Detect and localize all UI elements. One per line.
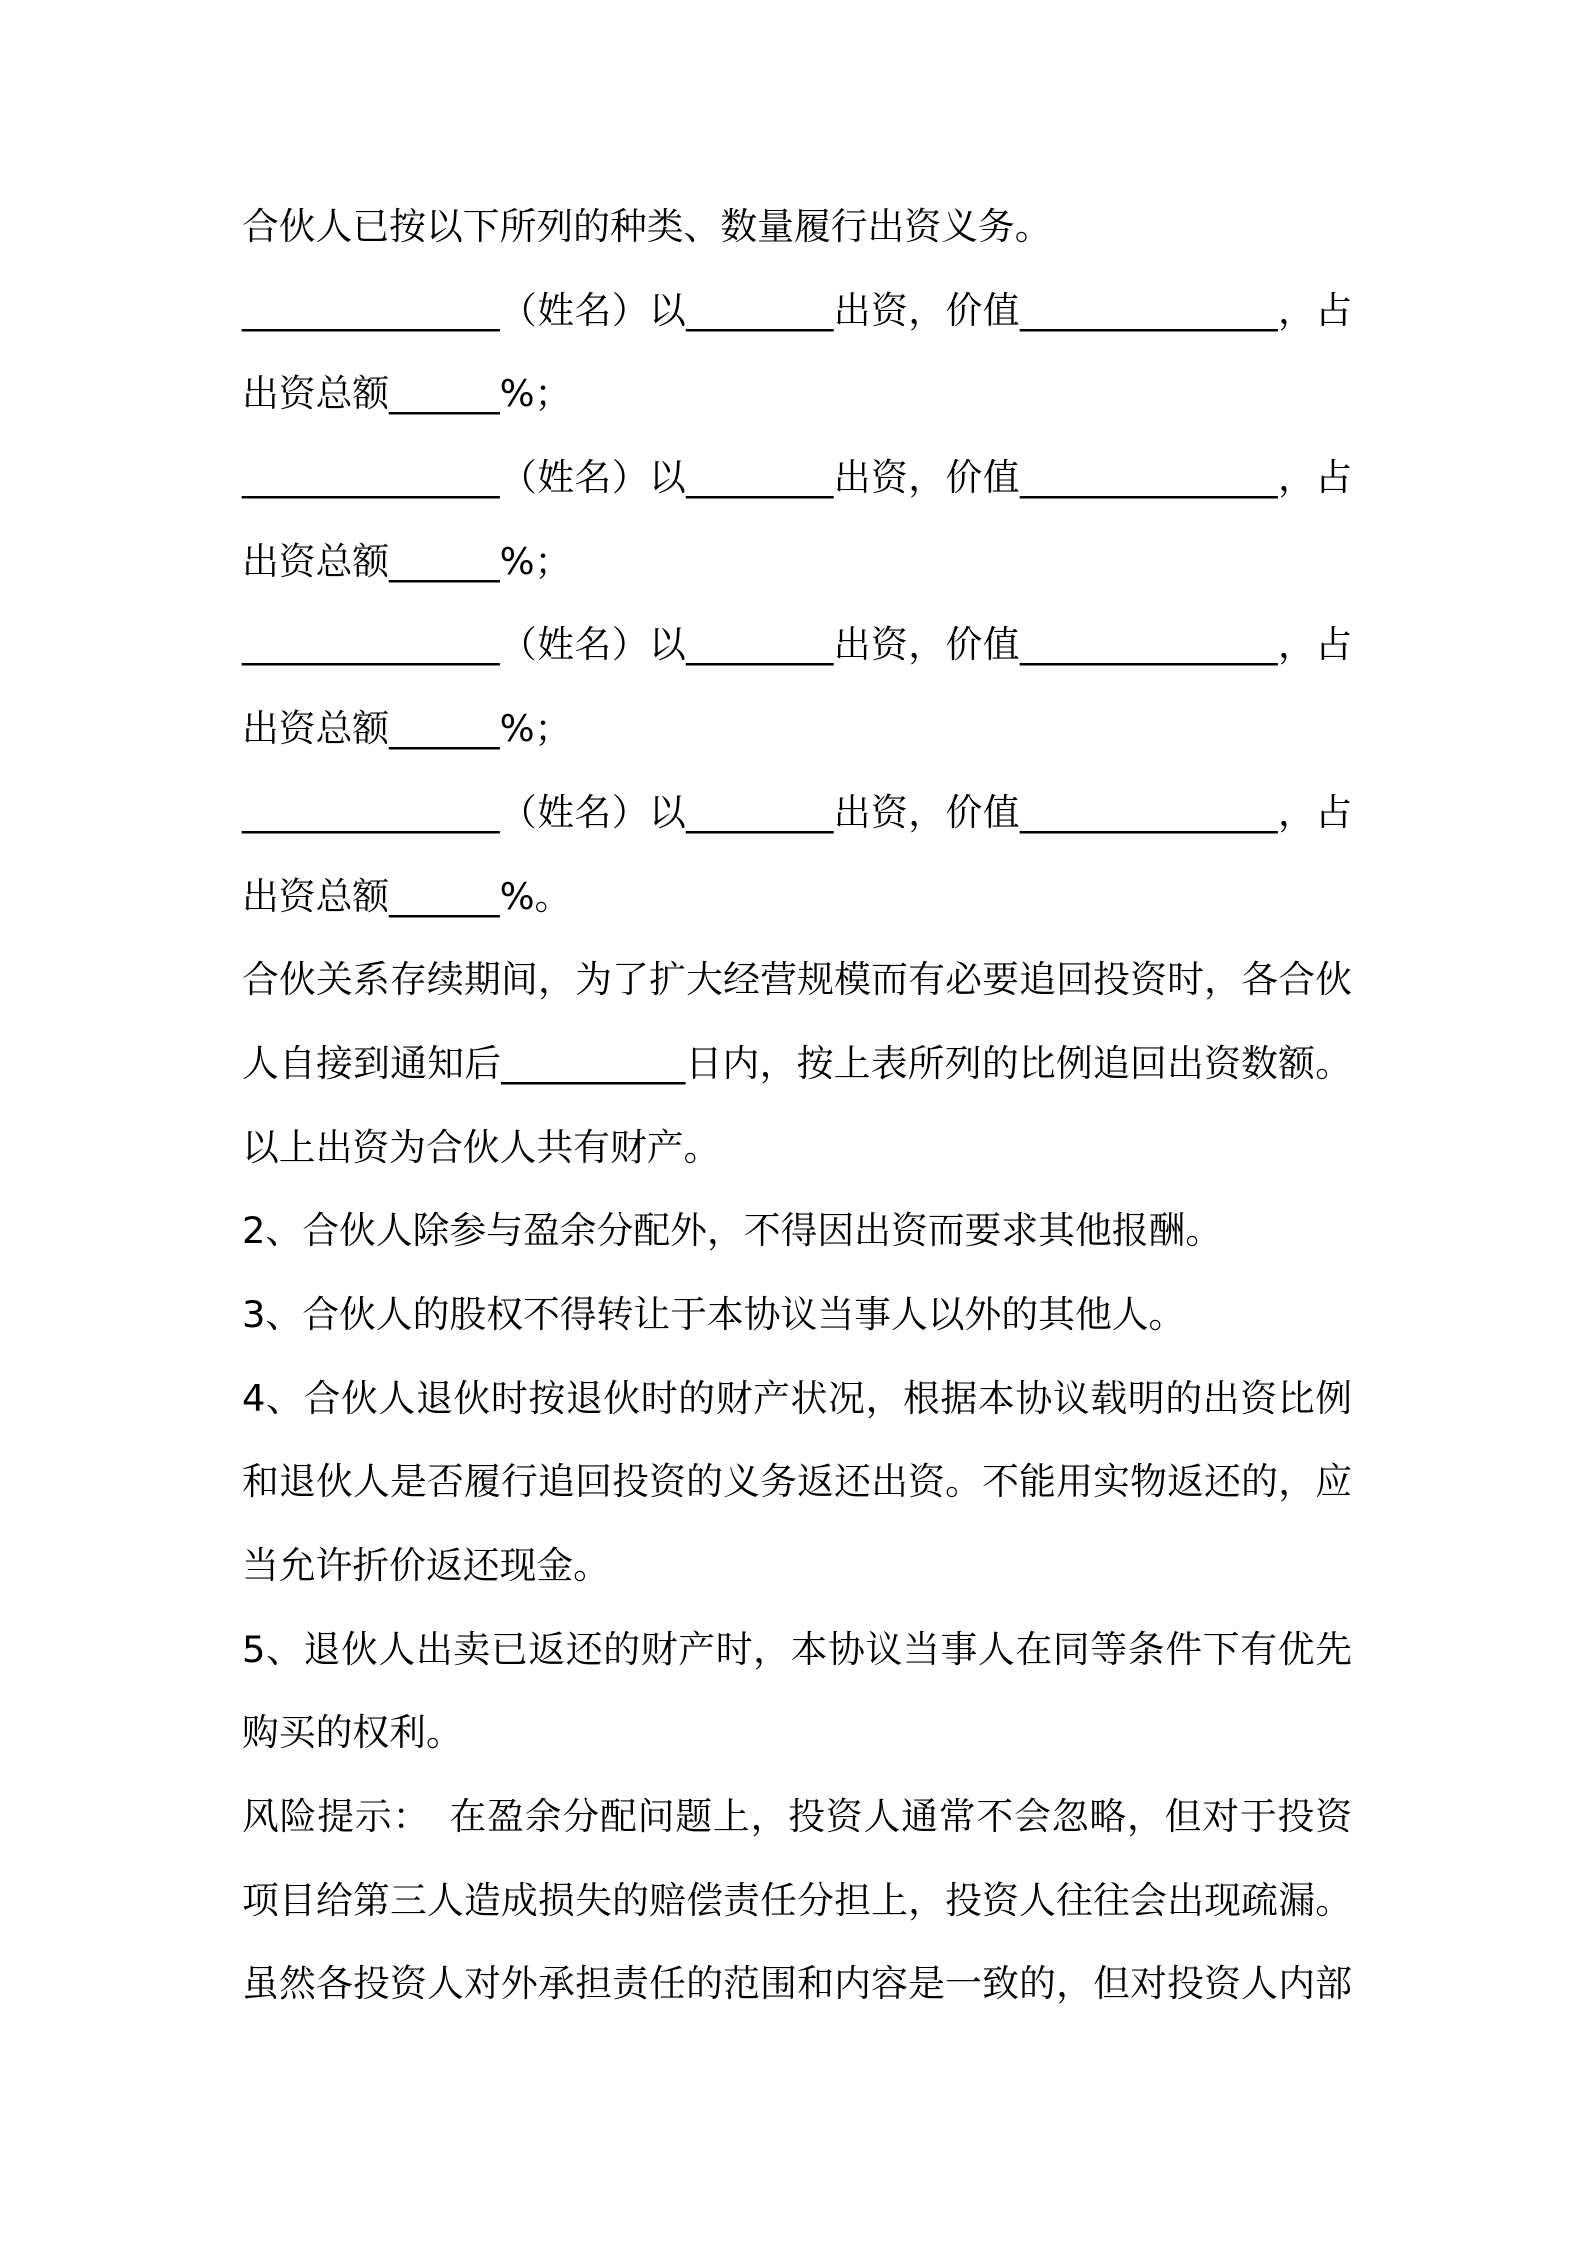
percentage-line: 出资总额______%； (242, 372, 572, 416)
partner-contribution-entry (242, 436, 1352, 603)
text-line: 项目给第三人造成损失的赔偿责任分担上，投资人往往会出现疏漏。 (242, 1878, 1352, 1922)
intro-paragraph (242, 185, 1352, 269)
clause-3 (242, 1273, 1352, 1357)
contribution-line: ______________（姓名）以________出资，价值______________，占 (242, 456, 1352, 500)
text-line: 和退伙人是否履行追回投资的义务返还出资。不能用实物返还的，应 (242, 1460, 1352, 1504)
clause-4 (242, 1357, 1352, 1608)
text-line: 以上出资为合伙人共有财产。 (242, 1125, 721, 1169)
text-line: 风险提示： 在盈余分配问题上，投资人通常不会忽略，但对于投资 (242, 1795, 1352, 1839)
text-line: 人自接到通知后__________日内，按上表所列的比例追回出资数额。 (242, 1041, 1352, 1085)
partner-contribution-entry (242, 269, 1352, 436)
text-line: 2、合伙人除参与盈余分配外，不得因出资而要求其他报酬。 (242, 1209, 1223, 1253)
document-body (242, 185, 1352, 2026)
text-line: 合伙关系存续期间，为了扩大经营规模而有必要追回投资时，各合伙 (242, 958, 1352, 1002)
clause-2 (242, 1189, 1352, 1273)
contribution-line: ______________（姓名）以________出资，价值______________，占 (242, 288, 1352, 332)
text-line: 合伙人已按以下所列的种类、数量履行出资义务。 (242, 205, 1052, 248)
risk-notice (242, 1775, 1352, 2026)
text-line: 4、合伙人退伙时按退伙时的财产状况，根据本协议载明的出资比例 (242, 1376, 1352, 1420)
text-line: 购买的权利。 (242, 1711, 463, 1755)
text-line: 当允许折价返还现金。 (242, 1544, 610, 1587)
clause-5 (242, 1608, 1352, 1775)
contribution-line: ______________（姓名）以________出资，价值______________，占 (242, 623, 1352, 667)
partner-contribution-entry (242, 603, 1352, 770)
percentage-line: 出资总额______%。 (242, 874, 572, 918)
percentage-line: 出资总额______%； (242, 539, 572, 583)
text-line: 5、退伙人出卖已返还的财产时，本协议当事人在同等条件下有优先 (242, 1627, 1352, 1671)
percentage-line: 出资总额______%； (242, 707, 572, 751)
contribution-line: ______________（姓名）以________出资，价值______________，占 (242, 790, 1352, 834)
text-line: 虽然各投资人对外承担责任的范围和内容是一致的，但对投资人内部 (242, 1962, 1352, 2006)
capital-recall-paragraph (242, 938, 1352, 1189)
partner-contribution-entry (242, 771, 1352, 938)
text-line: 3、合伙人的股权不得转让于本协议当事人以外的其他人。 (242, 1292, 1186, 1336)
